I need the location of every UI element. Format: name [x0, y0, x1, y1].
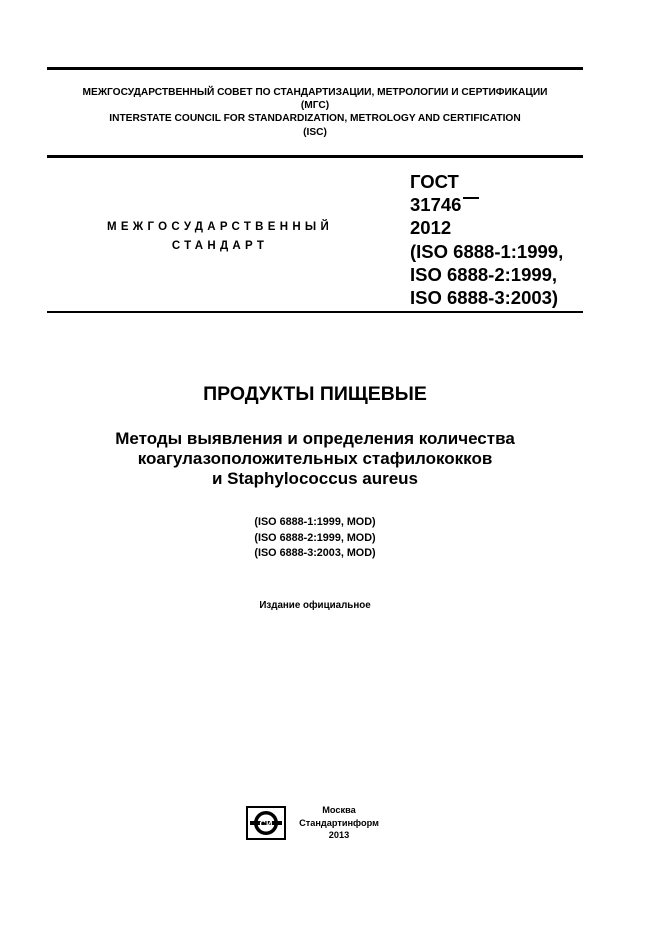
gost-year: 2012: [410, 217, 452, 239]
publisher-year: 2013: [328, 830, 350, 840]
iso-references: [47, 515, 583, 562]
standard-type-line1: МЕЖГОСУДАРСТВЕННЫЙ: [106, 221, 334, 233]
number-dash: [463, 197, 479, 199]
iso-equivalent-3: ISO 6888-3:2003): [410, 287, 559, 309]
bottom-rule: [47, 311, 583, 313]
standard-type: [60, 218, 380, 256]
top-rule: [47, 67, 583, 70]
council-name-ru: МЕЖГОСУДАРСТВЕННЫЙ СОВЕТ ПО СТАНДАРТИЗАЦИИ, МЕТРОЛОГИИ И СЕРТИФИКАЦИИ: [82, 87, 548, 98]
iso-reference: (ISO 6888-2:1999, MOD): [254, 531, 376, 544]
iso-equivalent-1: (ISO 6888-1:1999,: [410, 240, 564, 262]
document-title: ПРОДУКТЫ ПИЩЕВЫЕ: [203, 383, 427, 405]
council-abbr-en: (ISC): [303, 126, 327, 138]
document-subtitle: [47, 429, 583, 489]
standartinform-logo-icon: [246, 806, 286, 840]
subtitle-line3: и Staphylococcus aureus: [211, 469, 419, 488]
gost-number: 31746: [410, 194, 462, 216]
subtitle-line1: Методы выявления и определения количества: [115, 429, 515, 448]
edition-label: Издание официальное: [259, 600, 371, 611]
publisher-city: Москва: [322, 805, 356, 815]
standard-type-line2: СТАНДАРТ: [171, 240, 269, 252]
council-name-en: INTERSTATE COUNCIL FOR STANDARDIZATION, METROLOGY AND CERTIFICATION: [109, 113, 521, 125]
svg-text:СИ: СИ: [259, 819, 273, 829]
council-header: [47, 86, 583, 139]
council-abbr-ru: (МГС): [300, 100, 330, 112]
middle-rule: [47, 155, 583, 158]
publisher-block: [294, 804, 384, 842]
subtitle-line2: коагулазоположительных стафилококков: [137, 449, 493, 468]
publisher-name: Стандартинформ: [299, 817, 379, 828]
iso-reference: (ISO 6888-3:2003, MOD): [254, 547, 376, 559]
gost-prefix: ГОСТ: [410, 171, 459, 192]
iso-equivalent-2: ISO 6888-2:1999,: [410, 263, 558, 285]
standard-designation: [410, 170, 563, 309]
iso-reference: (ISO 6888-1:1999, MOD): [254, 516, 376, 528]
